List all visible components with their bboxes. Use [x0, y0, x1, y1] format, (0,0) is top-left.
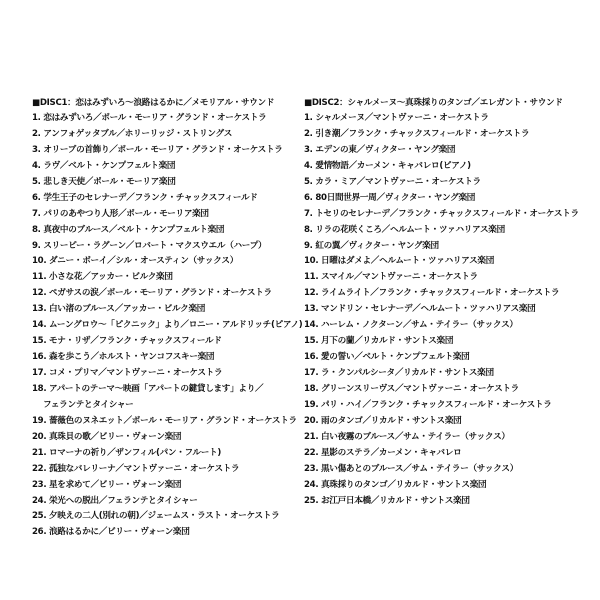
disc1-track: 18. アパートのテーマ～映画「アパートの鍵貸します」より／	[32, 383, 264, 394]
disc2-track: 17. ラ・クンパルシータ／リカルド・サントス楽団	[304, 368, 494, 378]
disc2-track: 7. トセリのセレナーデ／フランク・チャックスフィールド・オーケストラ	[304, 208, 579, 219]
disc2-track: 5. カラ・ミア／マントヴァーニ・オーケストラ	[304, 176, 481, 187]
disc2-track: 15. 月下の蘭／リカルド・サントス楽団	[304, 336, 454, 347]
disc2-track: 9. 紅の翼／ヴィクター・ヤング楽団	[304, 240, 439, 251]
disc1-title: ■DISC1：恋はみずいろ～浪路はるかに／メモリアル・サウンド	[32, 98, 275, 108]
disc2-track: 23. 黒い傷あとのブルース／サム・テイラー（サックス）	[304, 463, 519, 474]
disc1-track: 5. 悲しき天使／ポール・モーリア楽団	[32, 176, 176, 187]
disc2-track: 14. ハーレム・ノクターン／サム・テイラー（サックス）	[304, 320, 518, 331]
disc2-track: 20. 雨のタンゴ／リカルド・サントス楽団	[304, 415, 462, 426]
disc1-track: 10. ダニー・ボーイ／シル・オースティン（サックス）	[32, 256, 239, 267]
disc1-track: 15. モナ・リザ／フランク・チャックスフィールド	[32, 336, 222, 347]
disc1-track: 21. ロマーナの祈り／ザンフィル(パン・フルート)	[32, 447, 221, 458]
disc1-track: 20. 真珠貝の歌／ビリー・ヴォーン楽団	[32, 431, 182, 442]
disc2-track: 6. 80日間世界一周／ヴィクター・ヤング楽団	[304, 192, 476, 203]
disc1-track: 24. 栄光への脱出／フェランテとタイシャー	[32, 495, 198, 506]
disc1-track: 8. 真夜中のブルース／ベルト・ケンプフェルト楽団	[32, 224, 225, 235]
disc2-track: 25. お江戸日本橋／リカルド・サントス楽団	[304, 495, 470, 506]
disc1-track: 23. 星を求めて／ビリー・ヴォーン楽団	[32, 479, 182, 490]
disc2-track: 19. パリ・ハイ／フランク・チャックスフィールド・オーケストラ	[304, 399, 552, 410]
disc1-track: 12. ペガサスの涙／ポール・モーリア・グランド・オーケストラ	[32, 288, 272, 299]
disc1-track-continuation: フェランテとタイシャー	[43, 399, 134, 410]
disc2-track: 8. リラの花咲くころ／ヘルムート・ツァハリアス楽団	[304, 224, 505, 235]
disc2-track: 21. 白い夜霧のブルース／サム・テイラー（サックス）	[304, 431, 510, 442]
disc1-track: 11. 小さな花／アッカー・ビルク楽団	[32, 272, 173, 283]
disc1-track: 9. スリーピー・ラグーン／ロバート・マクスウエル（ハープ）	[32, 240, 267, 251]
disc1-track: 2. アンフォゲッタブル／ホリーリッジ・ストリングス	[32, 128, 233, 139]
disc1-track: 13. 白い渚のブルース／アッカー・ビルク楽団	[32, 304, 206, 315]
disc2-track: 13. マンドリン・セレナーデ／ヘルムート・ツァハリアス楽団	[304, 304, 536, 315]
disc1-track: 4. ラヴ／ベルト・ケンプフェルト楽団	[32, 160, 176, 171]
disc2-track: 4. 愛情物語／カーメン・キャバレロ(ピアノ)	[304, 160, 471, 171]
disc1-track: 7. パリのあやつり人形／ポール・モーリア楽団	[32, 208, 209, 219]
disc1-track: 19. 薔薇色のヌネエット／ポール・モーリア・グランド・オーケストラ	[32, 415, 297, 426]
disc2-track: 1. シャルメーヌ／マントヴァーニ・オーケストラ	[304, 113, 489, 123]
disc1-track: 17. コメ・プリマ／マントヴァーニ・オーケストラ	[32, 368, 223, 378]
disc2-track: 10. 日曜はダメよ／ヘルムート・ツァハリアス楽団	[304, 256, 494, 267]
disc2-track: 2. 引き潮／フランク・チャックスフィールド・オーケストラ	[304, 128, 530, 139]
disc1-track: 26. 浪路はるかに／ビリー・ヴォーン楽団	[32, 527, 190, 538]
disc2-track: 16. 愛の誓い／ベルト・ケンプフェルト楽団	[304, 352, 470, 363]
disc1-track: 1. 恋はみずいろ／ポール・モーリア・グランド・オーケストラ	[32, 113, 267, 123]
disc2-track: 22. 星影のステラ／カーメン・キャバレロ	[304, 447, 462, 458]
disc2-track: 11. スマイル／マントヴァーニ・オーケストラ	[304, 272, 478, 283]
disc2-title: ■DISC2：シャルメーヌ～真珠採りのタンゴ／エレガント・サウンド	[304, 98, 563, 108]
disc1-track: 25. 夕映えの二人(別れの朝)／ジェームス・ラスト・オーケストラ	[32, 511, 280, 522]
disc2-column	[304, 96, 594, 509]
disc1-track: 3. オリーブの首飾り／ポール・モーリア・グランド・オーケストラ	[32, 144, 283, 155]
disc1-track: 16. 森を歩こう／ホルスト・ヤンコフスキー楽団	[32, 352, 215, 363]
disc1-column	[32, 96, 317, 541]
disc1-track: 22. 孤独なバレリーナ／マントヴァーニ・オーケストラ	[32, 463, 240, 474]
disc1-track: 6. 学生王子のセレナーデ／フランク・チャックスフィールド	[32, 192, 258, 203]
disc1-track: 14. ムーングロウ～「ピクニック」より／ロニー・アルドリッチ(ピアノ)	[32, 320, 303, 331]
disc2-track: 18. グリーンスリーヴス／マントヴァーニ・オーケストラ	[304, 383, 519, 394]
disc2-track: 24. 真珠採りのタンゴ／リカルド・サントス楽団	[304, 479, 487, 490]
disc2-track: 3. エデンの東／ヴィクター・ヤング楽団	[304, 144, 456, 155]
disc2-track: 12. ライムライト／フランク・チャックスフィールド・オーケストラ	[304, 288, 560, 299]
